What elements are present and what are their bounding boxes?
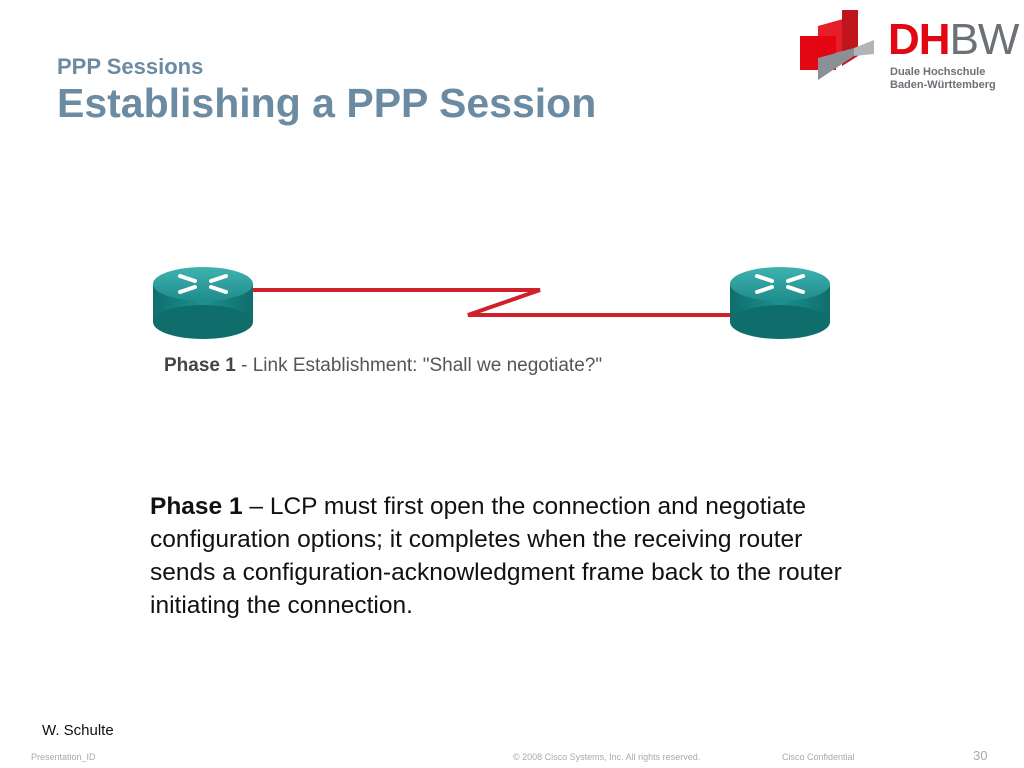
logo-bw: BW	[949, 15, 1019, 64]
caption-text: - Link Establishment: "Shall we negotiate?"	[235, 355, 603, 376]
serial-link-line	[250, 290, 740, 315]
footer-presentation-id: Presentation_ID	[31, 752, 96, 762]
logo-subtitle	[890, 66, 996, 92]
logo-line-2: Baden-Württemberg	[890, 79, 996, 91]
body-paragraph	[150, 490, 870, 622]
diagram-caption	[164, 355, 602, 377]
caption-phase: Phase 1	[164, 355, 236, 376]
logo-dh: DH	[888, 15, 950, 64]
body-phase-label: Phase 1	[150, 493, 243, 520]
slide-subtitle: PPP Sessions	[57, 54, 204, 79]
body-text: – LCP must first open the connection and negotiate configuration options; it completes when the receiving router sends a configuration-acknowledgment frame back to the router initiating the connection.	[150, 493, 842, 619]
slide-title: Establishing a PPP Session	[57, 80, 597, 126]
router-left-icon	[153, 267, 253, 339]
router-right-icon	[730, 267, 830, 339]
footer-confidential: Cisco Confidential	[782, 752, 855, 762]
author-name: W. Schulte	[42, 722, 114, 739]
footer-copyright: © 2008 Cisco Systems, Inc. All rights reserved.	[513, 752, 701, 762]
ppp-link-diagram	[150, 258, 840, 348]
page-number: 30	[973, 748, 988, 763]
logo-wordmark	[888, 16, 1018, 64]
logo-line-1: Duale Hochschule	[890, 66, 986, 78]
